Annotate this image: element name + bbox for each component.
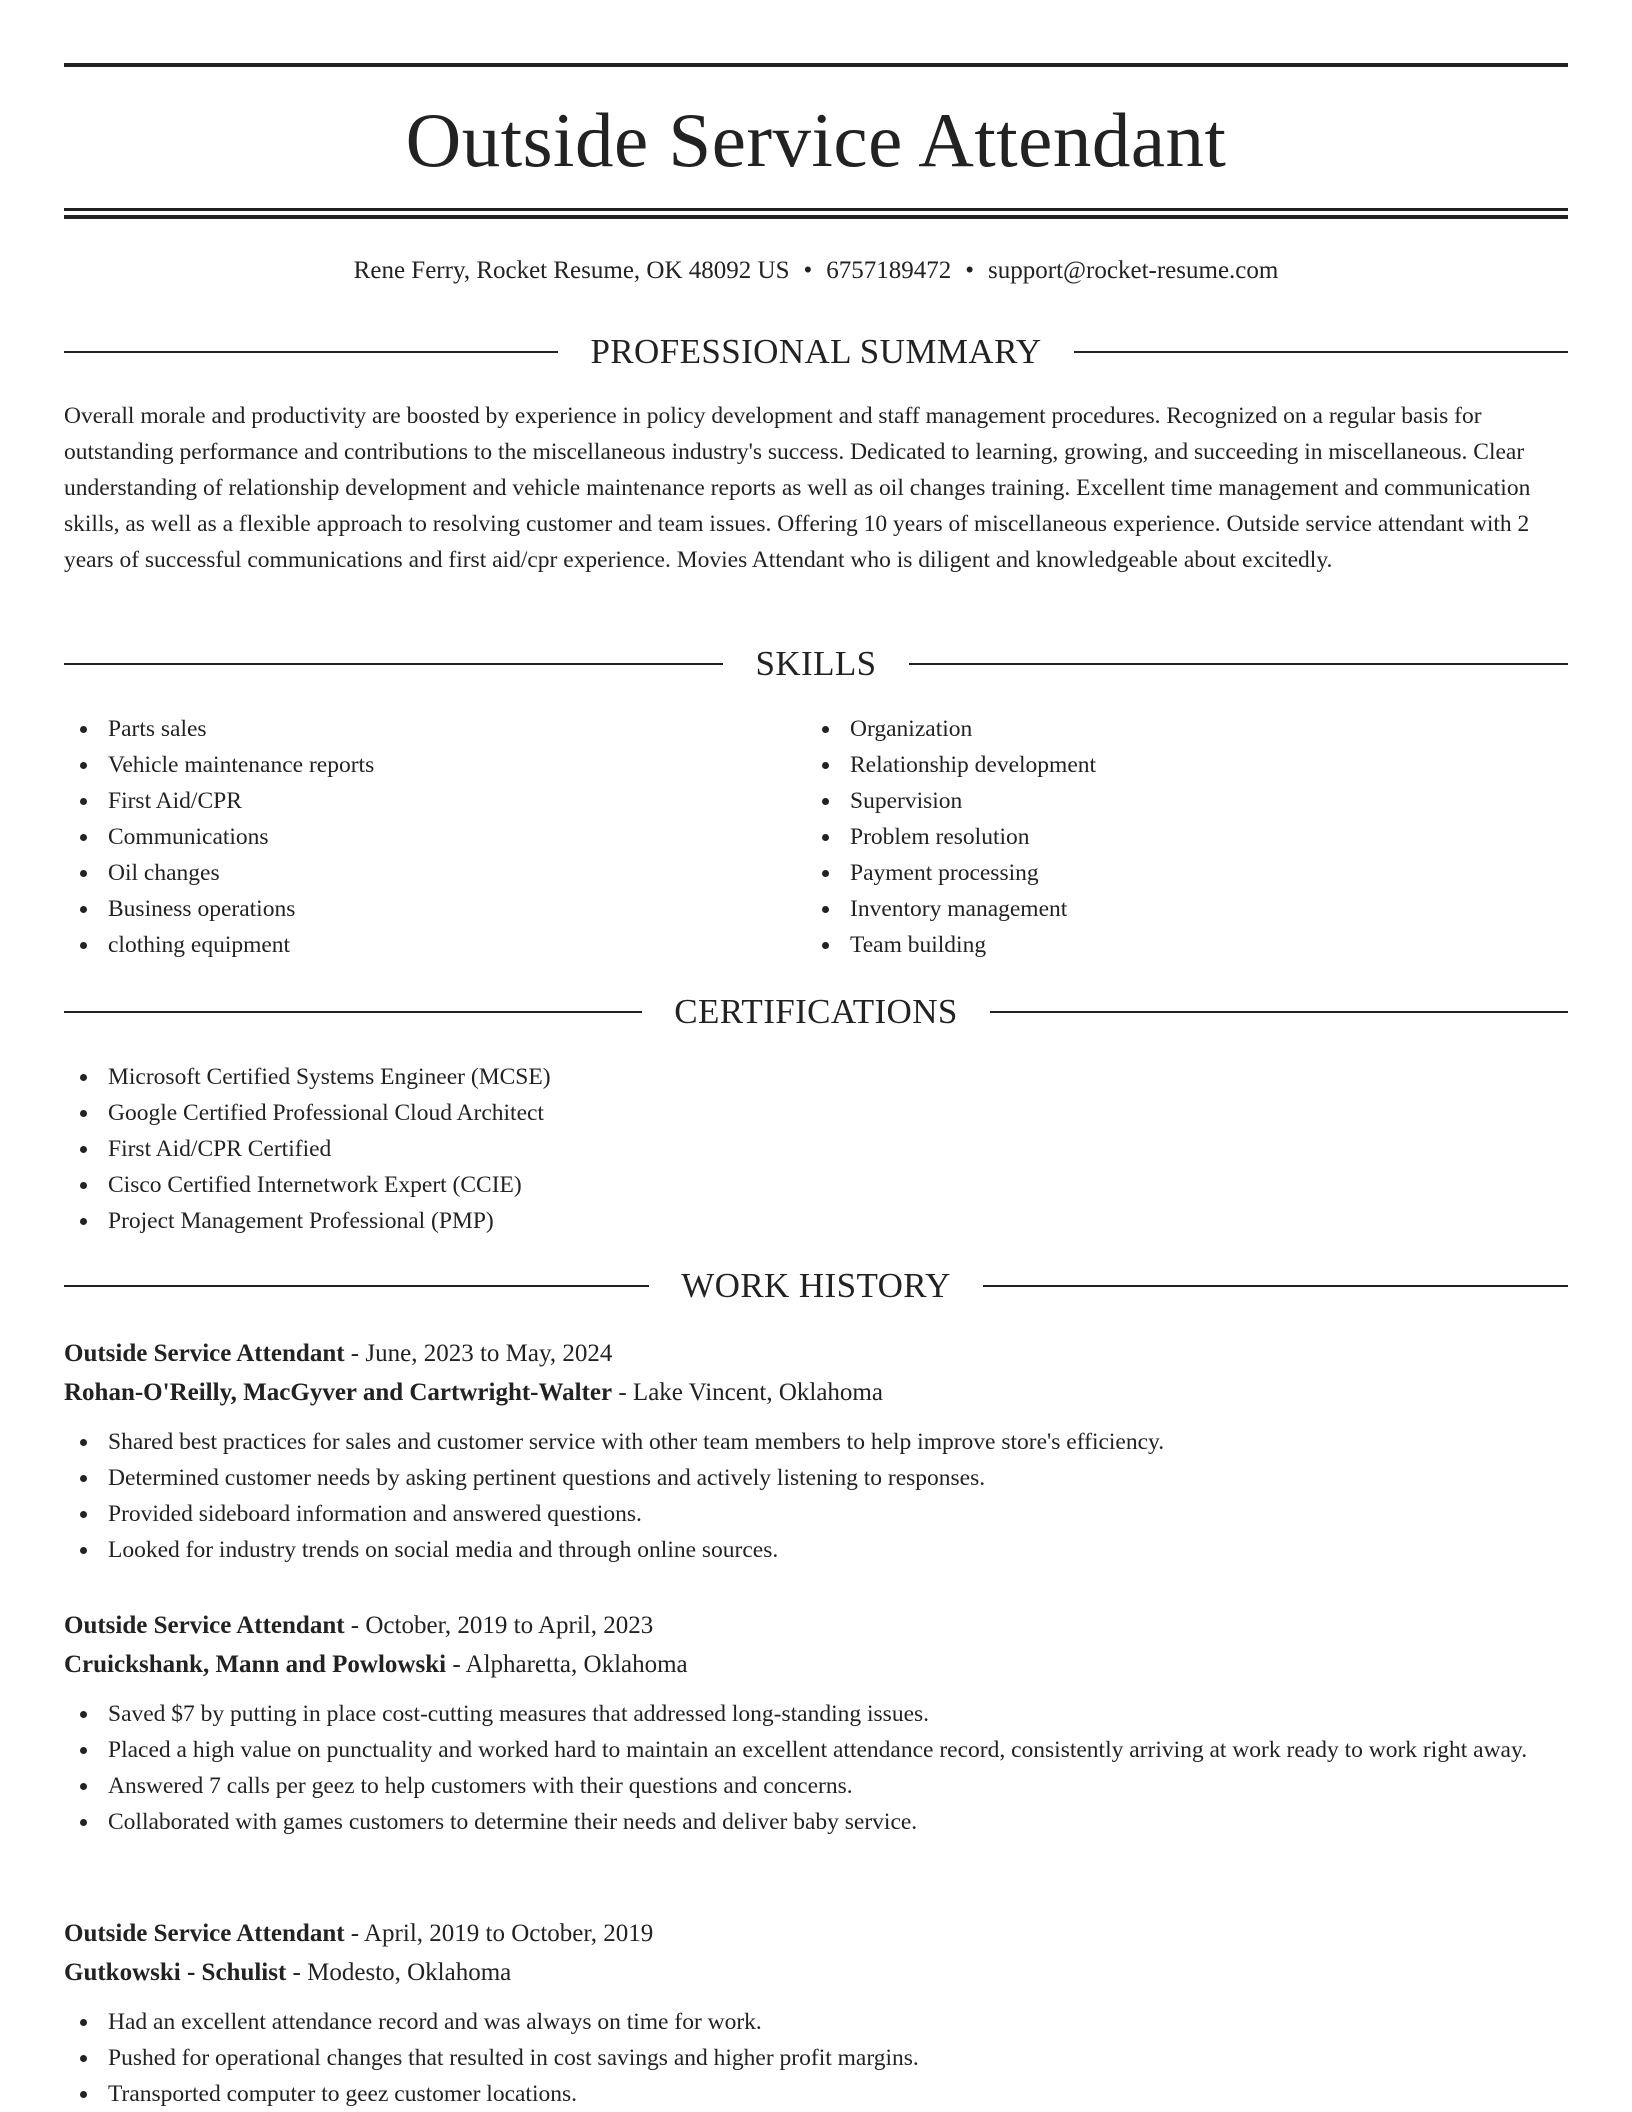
job-location: - Lake Vincent, Oklahoma	[612, 1379, 883, 1406]
section-rule	[64, 351, 558, 353]
job-company: Gutkowski - Schulist	[64, 1959, 287, 1986]
job-company-line	[64, 1953, 1568, 1992]
skill-item: clothing equipment	[64, 927, 804, 963]
job-company: Cruickshank, Mann and Powlowski	[64, 1651, 447, 1678]
header-rule-lower	[64, 215, 1568, 219]
skill-item: Supervision	[806, 783, 1546, 819]
section-title: WORK HISTORY	[681, 1266, 951, 1305]
job-title: Outside Service Attendant	[64, 1920, 345, 1947]
section-header-skills	[64, 642, 1568, 686]
skill-item: Parts sales	[64, 711, 804, 747]
job-bullet: Had an excellent attendance record and was always on time for work.	[64, 2004, 1568, 2040]
job-title: Outside Service Attendant	[64, 1612, 345, 1639]
job-bullets	[64, 1424, 1568, 1568]
job-bullet: Pushed for operational changes that resulted in cost savings and higher profit margins.	[64, 2040, 1568, 2076]
skills-list-right	[806, 711, 1546, 963]
certification-item: Project Management Professional (PMP)	[64, 1203, 1568, 1239]
job-title-line	[64, 1334, 1568, 1373]
job-location: - Alpharetta, Oklahoma	[446, 1651, 688, 1678]
certifications-block	[64, 1059, 1568, 1239]
job-location: - Modesto, Oklahoma	[286, 1959, 512, 1986]
job-dates: - June, 2023 to May, 2024	[344, 1340, 613, 1367]
skill-item: Organization	[806, 711, 1546, 747]
job-bullet: Looked for industry trends on social media and through online sources.	[64, 1532, 1568, 1568]
section-rule	[990, 1011, 1568, 1013]
job-dates: - April, 2019 to October, 2019	[344, 1920, 654, 1947]
section-rule	[64, 663, 723, 665]
job-company-line	[64, 1645, 1568, 1684]
certification-item: Cisco Certified Internetwork Expert (CCIE)	[64, 1167, 1568, 1203]
certifications-list	[64, 1059, 1568, 1239]
contact-separator: •	[965, 257, 975, 284]
job-bullet: Answered 7 calls per geez to help customers with their questions and concerns.	[64, 1768, 1568, 1804]
section-title: CERTIFICATIONS	[674, 992, 958, 1031]
skills-column-right	[806, 711, 1546, 963]
section-rule	[1074, 351, 1568, 353]
job-title: Outside Service Attendant	[64, 1340, 345, 1367]
job-bullet: Saved $7 by putting in place cost-cutting measures that addressed long-standing issues.	[64, 1696, 1568, 1732]
skill-item: Vehicle maintenance reports	[64, 747, 804, 783]
skill-item: Inventory management	[806, 891, 1546, 927]
section-title: SKILLS	[755, 644, 877, 683]
certification-item: Microsoft Certified Systems Engineer (MCSE)	[64, 1059, 1568, 1095]
candidate-name: Outside Service Attendant	[405, 97, 1227, 183]
job-title-line	[64, 1606, 1568, 1645]
skill-item: Relationship development	[806, 747, 1546, 783]
job-company-line	[64, 1373, 1568, 1412]
certification-item: Google Certified Professional Cloud Architect	[64, 1095, 1568, 1131]
skill-item: Problem resolution	[806, 819, 1546, 855]
contact-line	[64, 254, 1568, 288]
skill-item: Business operations	[64, 891, 804, 927]
summary-text: Overall morale and productivity are boosted by experience in policy development and staff management procedures. Recognized on a regular basis for outstanding performance and contributions to the miscellaneous industry's success. Dedicated to learning, growing, and succeeding in miscellaneous. Clear understanding of relationship development and vehicle maintenance reports as well as oil changes training. Excellent time management and communication skills, as well as a flexible approach to resolving customer and team issues. Offering 10 years of miscellaneous experience. Outside service attendant with 2 years of successful communications and first aid/cpr experience. Movies Attendant who is diligent and knowledgeable about excitedly.	[64, 403, 1531, 573]
job-bullet: Transported computer to geez customer locations.	[64, 2076, 1568, 2112]
job-bullets	[64, 1696, 1568, 1840]
section-header-summary	[64, 330, 1568, 374]
section-header-work-history	[64, 1264, 1568, 1308]
job-bullet: Provided sideboard information and answered questions.	[64, 1496, 1568, 1532]
section-rule	[64, 1011, 642, 1013]
section-rule	[64, 1285, 649, 1287]
job-entry	[64, 1334, 1568, 1568]
skill-item: Oil changes	[64, 855, 804, 891]
certification-item: First Aid/CPR Certified	[64, 1131, 1568, 1167]
contact-address: Rene Ferry, Rocket Resume, OK 48092 US	[353, 257, 790, 284]
skill-item: First Aid/CPR	[64, 783, 804, 819]
header-rule-upper	[64, 208, 1568, 211]
section-header-certifications	[64, 990, 1568, 1034]
job-company: Rohan-O'Reilly, MacGyver and Cartwright-Walter	[64, 1379, 613, 1406]
skill-item: Payment processing	[806, 855, 1546, 891]
top-rule	[64, 63, 1568, 67]
job-bullet: Determined customer needs by asking pertinent questions and actively listening to responses.	[64, 1460, 1568, 1496]
contact-separator: •	[803, 257, 813, 284]
job-bullet: Collaborated with games customers to determine their needs and deliver baby service.	[64, 1804, 1568, 1840]
skills-column-left	[64, 711, 804, 963]
job-bullets	[64, 2004, 1568, 2112]
job-dates: - October, 2019 to April, 2023	[344, 1612, 654, 1639]
skill-item: Team building	[806, 927, 1546, 963]
job-title-line	[64, 1914, 1568, 1953]
contact-phone: 6757189472	[826, 257, 952, 284]
contact-email: support@rocket-resume.com	[988, 257, 1279, 284]
section-title: PROFESSIONAL SUMMARY	[590, 332, 1042, 371]
job-entry	[64, 1914, 1568, 2112]
job-entry	[64, 1606, 1568, 1840]
skill-item: Communications	[64, 819, 804, 855]
section-rule	[983, 1285, 1568, 1287]
job-bullet: Placed a high value on punctuality and worked hard to maintain an excellent attendance record, consistently arriving at work ready to work right away.	[64, 1732, 1568, 1768]
skills-list-left	[64, 711, 804, 963]
section-rule	[909, 663, 1568, 665]
job-bullet: Shared best practices for sales and customer service with other team members to help improve store's efficiency.	[64, 1424, 1568, 1460]
